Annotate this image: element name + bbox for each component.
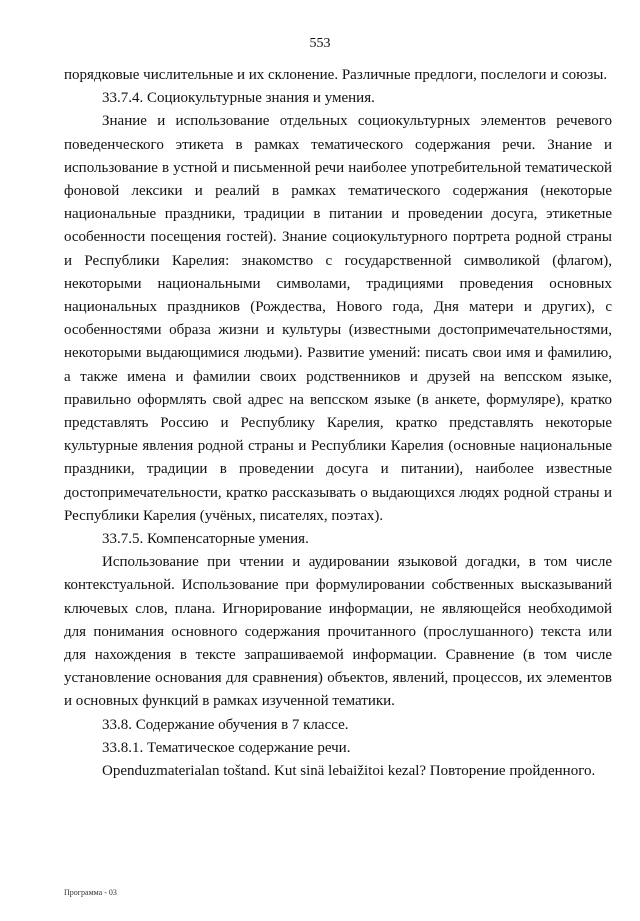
page-footer: Программа - 03 — [64, 888, 117, 897]
section-heading-33-7-5: 33.7.5. Компенсаторные умения. — [102, 531, 309, 548]
section-heading-33-8: 33.8. Содержание обучения в 7 классе. — [102, 716, 349, 733]
page-content — [64, 64, 612, 783]
section-heading-33-8-1: 33.8.1. Тематическое содержание речи. — [102, 739, 351, 756]
paragraph-continuation: порядковые числительные и их склонение. Различные предлоги, послелоги и союзы. — [64, 67, 608, 83]
page-number: 553 — [309, 36, 331, 51]
paragraph-topic: Openduzmaterialan toštand. Kut sinä lebaižitoi kezal? Повторение пройденного. — [102, 763, 596, 780]
paragraph-sociocultural: Знание и использование отдельных социокультурных элементов речевого поведенческого этикета в рамках тематического содержания речи. Знание и использование в устной и письменной речи наиболее употребительной тематической фоновой лексики и реалий в рамках тематического содержания (некоторые национальные праздники, традиции в питании и проведении досуга, этикетные особенности посещения гостей). Знание социокультурного портрета родной страны и Республики Карелия: знакомство с государственной символикой (флагом), некоторыми национальными символами, традициями проведения основных национальных праздников (Рождества, Нового года, Дня матери и других), с особенностями образа жизни и культуры (известными достопримечательностями, некоторыми выдающимися людьми). Развитие умений: писать свои имя и фамилию, а также имена и фамилии своих родственников и друзей на вепсском языке, правильно оформлять свой адрес на вепсском языке (в анкете, формуляре), кратко представлять Россию и Республику Карелия, кратко представлять некоторые культурные явления родной страны и Республики Карелия (основные национальные праздники, традиции в проведении досуга и питании), наиболее известные достопримечательности, кратко рассказывать о выдающихся людях родной страны и Республики Карелия (учёных, писателях, поэтах). — [64, 113, 612, 524]
paragraph-compensatory: Использование при чтении и аудировании языковой догадки, в том числе контекстуальной. Использование при формулировании собственных высказываний ключевых слов, плана. Игнорирование информации, не являющейся необходимой для понимания основного содержания прочитанного (прослушанного) текста или для нахождения в тексте запрашиваемой информации. Сравнение (в том числе установление основания для сравнения) объектов, явлений, процессов, их элементов и основных функций в рамках изученной тематики. — [64, 554, 612, 710]
section-heading-33-7-4: 33.7.4. Социокультурные знания и умения. — [102, 90, 375, 107]
